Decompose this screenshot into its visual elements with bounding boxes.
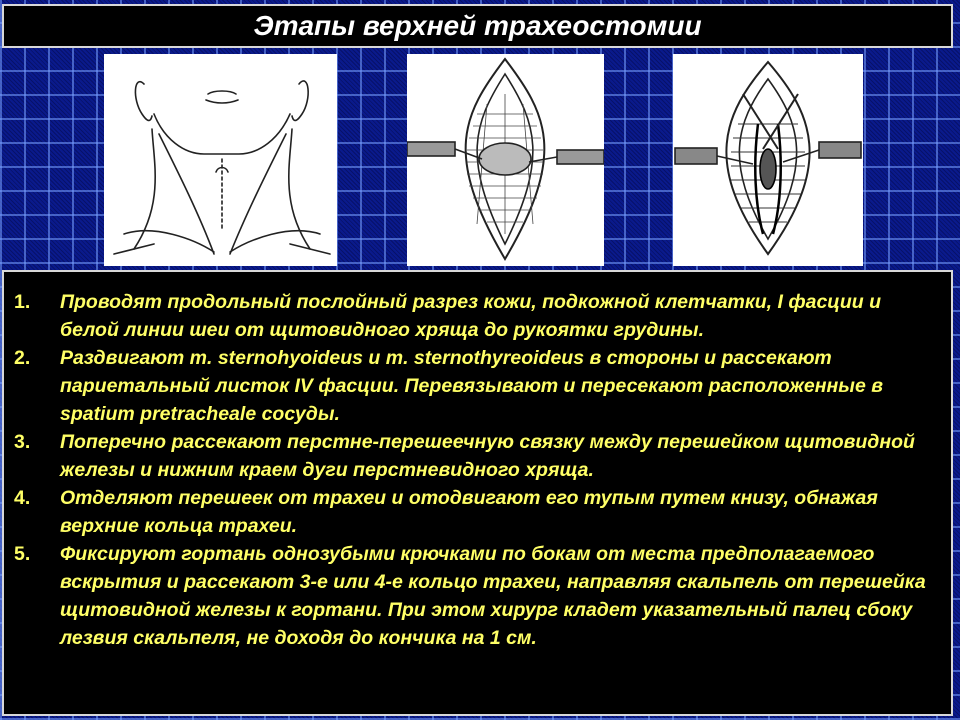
- step-item: [14, 428, 941, 484]
- title-bar: [2, 4, 953, 48]
- slide-title: Этапы верхней трахеостомии: [253, 10, 702, 41]
- step-item: [14, 344, 941, 428]
- step-item: [14, 540, 941, 652]
- step-number: 4.: [14, 487, 31, 509]
- step-text: Фиксируют гортань однозубыми крючками по бокам от места предполагаемого вскрытия и рассекают 3-е или 4-е кольцо трахеи, направляя скальпель от перешейка щитовидной железы к гортани. При этом хирург кладет указательный палец сбоку лезвия скальпеля, не доходя до кончика на 1 см.: [60, 543, 926, 649]
- step-item: [14, 484, 941, 540]
- step-number: 5.: [14, 543, 31, 565]
- step-text: Отделяют перешеек от трахеи и отодвигают его тупым путем книзу, обнажая верхние кольца трахеи.: [60, 487, 878, 537]
- steps-panel: [2, 270, 953, 716]
- steps-list: [14, 288, 941, 652]
- step-number: 1.: [14, 291, 31, 313]
- step-text: Поперечно рассекают перстне-перешеечную связку между перешейком щитовидной железы и нижним краем дуги перстневидного хряща.: [60, 431, 915, 481]
- incision-retracted-figure: [407, 54, 604, 266]
- step-number: 2.: [14, 347, 31, 369]
- neck-outline-figure: [104, 54, 337, 266]
- step-item: [14, 288, 941, 344]
- trachea-exposed-figure: [673, 54, 863, 266]
- step-number: 3.: [14, 431, 31, 453]
- step-text: Проводят продольный послойный разрез кожи, подкожной клетчатки, I фасции и белой линии шеи от щитовидного хряща до рукоятки грудины.: [60, 291, 882, 341]
- step-text: Раздвигают m. sternohyoideus и m. sternothyreoideus в стороны и рассекают париетальный листок IV фасции. Перевязывают и пересекают расположенные в spatium pretracheale сосуды.: [60, 347, 883, 425]
